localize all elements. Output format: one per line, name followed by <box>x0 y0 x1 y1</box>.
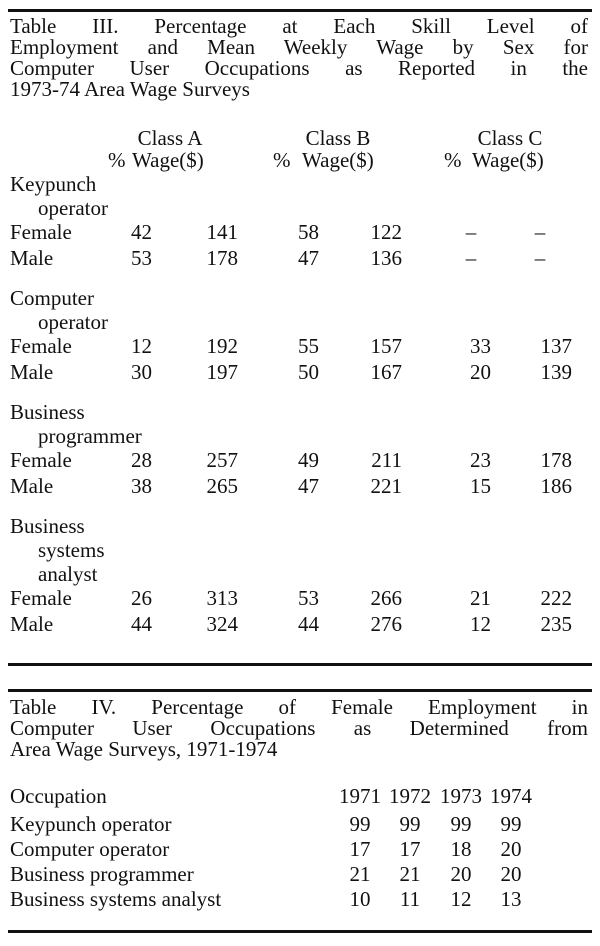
table-cell: 99 <box>500 812 522 836</box>
sex-label: Male <box>10 360 54 384</box>
table-cell: 324 <box>206 612 238 636</box>
table3-top-rule <box>8 9 592 12</box>
table-cell: 167 <box>370 360 402 384</box>
table-cell: 10 <box>349 887 371 911</box>
table-cell: 99 <box>450 812 472 836</box>
table-cell: 17 <box>399 837 421 861</box>
table-cell: – <box>465 246 477 270</box>
table4-caption <box>10 697 588 760</box>
table-cell: 178 <box>540 448 572 472</box>
occupation-label: Business systems analyst <box>10 887 222 911</box>
table-cell: 33 <box>470 334 491 358</box>
table-cell: 211 <box>371 448 402 472</box>
occupation-title: programmer <box>38 424 142 448</box>
table-cell: 17 <box>349 837 371 861</box>
wage-header: Wage($) <box>132 148 204 172</box>
table-cell: 58 <box>298 220 319 244</box>
table-cell: 276 <box>370 612 402 636</box>
table3-caption-line: Employment and Mean Weekly Wage by Sex for <box>10 35 588 59</box>
table-cell: 186 <box>540 474 572 498</box>
table-cell: 26 <box>131 586 152 610</box>
table-cell: 257 <box>206 448 238 472</box>
occupation-title: analyst <box>38 562 98 586</box>
sex-label: Female <box>10 334 72 358</box>
table-cell: 44 <box>131 612 152 636</box>
table3-caption-line: Table III. Percentage at Each Skill Level of <box>10 14 588 38</box>
table-cell: 157 <box>370 334 402 358</box>
table4-caption-line: Computer User Occupations as Determined from <box>10 716 588 740</box>
table-cell: – <box>465 220 477 244</box>
year-header: 1973 <box>440 784 482 808</box>
sex-label: Female <box>10 586 72 610</box>
table-cell: 99 <box>349 812 371 836</box>
pct-header: % <box>444 148 462 172</box>
table4-caption-line: Area Wage Surveys, 1971-1974 <box>10 737 278 761</box>
table-cell: 12 <box>131 334 152 358</box>
table-cell: 192 <box>206 334 238 358</box>
table3-bottom-rule-1 <box>8 663 592 666</box>
wage-header: Wage($) <box>302 148 374 172</box>
occupation-title: operator <box>38 310 108 334</box>
table-cell: 53 <box>131 246 152 270</box>
table-cell: 47 <box>298 474 319 498</box>
table-cell: 21 <box>349 862 371 886</box>
table-cell: 28 <box>131 448 152 472</box>
table-cell: 122 <box>370 220 402 244</box>
table-cell: – <box>534 220 546 244</box>
table-cell: 136 <box>370 246 402 270</box>
table-cell: 11 <box>399 887 421 911</box>
year-header: 1972 <box>389 784 431 808</box>
table-cell: 221 <box>370 474 402 498</box>
occupation-title: Business <box>10 400 85 424</box>
table-cell: 12 <box>450 887 472 911</box>
table-cell: 313 <box>206 586 238 610</box>
table3-caption-line: Computer User Occupations as Reported in the <box>10 56 588 80</box>
sex-label: Female <box>10 220 72 244</box>
class-header: Class A <box>137 126 203 150</box>
occupation-title: systems <box>38 538 105 562</box>
sex-label: Female <box>10 448 72 472</box>
table-cell: 38 <box>131 474 152 498</box>
table-cell: 178 <box>206 246 238 270</box>
table-cell: 50 <box>298 360 319 384</box>
table-cell: 49 <box>298 448 319 472</box>
sex-label: Male <box>10 612 54 636</box>
table-cell: 197 <box>206 360 238 384</box>
table-cell: 47 <box>298 246 319 270</box>
table-cell: 265 <box>206 474 238 498</box>
occupation-label: Computer operator <box>10 837 170 861</box>
table-cell: 18 <box>450 837 472 861</box>
pct-header: % <box>108 148 126 172</box>
sex-label: Male <box>10 474 54 498</box>
table-cell: 53 <box>298 586 319 610</box>
table-cell: 15 <box>470 474 491 498</box>
occupation-title: operator <box>38 196 108 220</box>
table3-caption <box>10 16 588 100</box>
table4-top-rule <box>8 689 592 692</box>
table-cell: 42 <box>131 220 152 244</box>
table-cell: 20 <box>450 862 472 886</box>
table-cell: 55 <box>298 334 319 358</box>
table-cell: 44 <box>298 612 319 636</box>
occupation-title: Business <box>10 514 85 538</box>
table-cell: 20 <box>500 862 522 886</box>
year-header: 1971 <box>339 784 381 808</box>
occupation-header: Occupation <box>10 784 107 808</box>
occupation-label: Business programmer <box>10 862 194 886</box>
table3-caption-line: 1973-74 Area Wage Surveys <box>10 77 250 101</box>
table-cell: 20 <box>500 837 522 861</box>
table-cell: 141 <box>206 220 238 244</box>
table-cell: 13 <box>500 887 522 911</box>
pct-header: % <box>273 148 291 172</box>
table-cell: 21 <box>399 862 421 886</box>
table-cell: 21 <box>470 586 491 610</box>
table-cell: 266 <box>370 586 402 610</box>
table4-bottom-rule <box>8 930 592 933</box>
occupation-title: Keypunch <box>10 172 97 196</box>
class-header: Class C <box>477 126 543 150</box>
table-cell: 137 <box>540 334 572 358</box>
table-cell: 99 <box>399 812 421 836</box>
class-header: Class B <box>305 126 371 150</box>
occupation-label: Keypunch operator <box>10 812 172 836</box>
table-cell: 139 <box>540 360 572 384</box>
sex-label: Male <box>10 246 54 270</box>
year-header: 1974 <box>490 784 532 808</box>
table-cell: 222 <box>540 586 572 610</box>
wage-header: Wage($) <box>472 148 544 172</box>
table-cell: 235 <box>540 612 572 636</box>
table-cell: 30 <box>131 360 152 384</box>
table-cell: 12 <box>470 612 491 636</box>
table-cell: 23 <box>470 448 491 472</box>
occupation-title: Computer <box>10 286 94 310</box>
table4-caption-line: Table IV. Percentage of Female Employment in <box>10 695 588 719</box>
table-cell: 20 <box>470 360 491 384</box>
table-cell: – <box>534 246 546 270</box>
